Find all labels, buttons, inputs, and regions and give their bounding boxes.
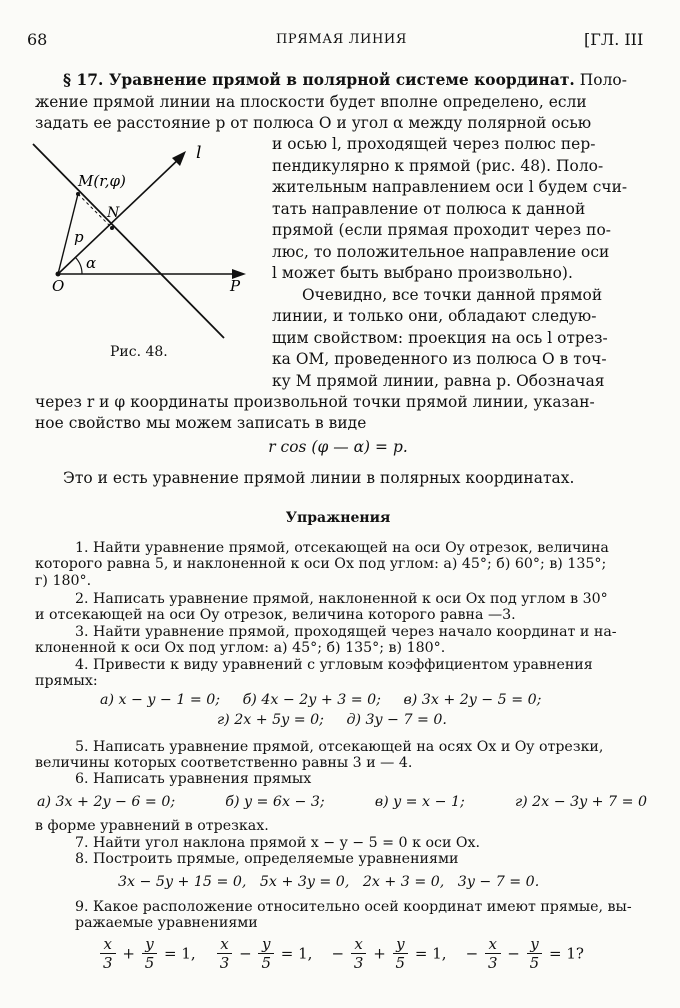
label-alpha: α <box>86 254 97 272</box>
pole-point <box>56 272 61 277</box>
exercises-title: Упражнения <box>285 510 391 526</box>
figure-48 <box>28 138 268 348</box>
polar-equation: r cos (φ — α) = p. <box>268 438 408 456</box>
chapter-marker: [ГЛ. III <box>584 30 644 49</box>
wrapped-text <box>272 134 641 392</box>
section-line1-rest: Поло- <box>579 71 627 89</box>
wrap-line: тать направление от полюса к данной <box>272 199 586 218</box>
section-line-1 <box>63 70 641 92</box>
exercise-5 <box>35 739 645 772</box>
exercise-6-eq: в) y = x − 1; <box>374 794 465 810</box>
label-P: P <box>230 277 241 295</box>
exercise-line: 1. Найти уравнение прямой, отсекающей на оси Oy отрезок, величина <box>75 540 609 556</box>
section-line-2: жение прямой линии на плоскости будет вполне определено, если <box>35 93 587 111</box>
operator: − <box>465 944 479 963</box>
exercise-9 <box>35 899 645 932</box>
operator: − <box>239 944 252 963</box>
wrap-line: ку M прямой линии, равна p. Обозначая <box>272 371 605 390</box>
full-line-2: ное свойство мы можем записать в виде <box>35 414 367 432</box>
fraction: $\frac{y}{5}$ <box>393 935 409 972</box>
fraction: $\frac{y}{5}$ <box>142 935 158 972</box>
exercise-line: г) 180°. <box>35 572 92 589</box>
wrap-line: жительным направлением оси l будем счи- <box>272 178 628 196</box>
conclusion: Это и есть уравнение прямой линии в полярных координатах. <box>63 469 575 487</box>
operator: = 1? <box>548 944 584 963</box>
wrap-line: щим свойством: проекция на ось l отрез- <box>272 328 608 347</box>
label-N: N <box>107 205 120 221</box>
exercise-6-tail: в форме уравнений в отрезках. <box>35 818 269 834</box>
angle-arc <box>75 257 82 274</box>
exercise-6-eq: а) 3x + 2y − 6 = 0; <box>37 794 176 810</box>
point-M <box>76 192 80 196</box>
figure-caption: Рис. 48. <box>110 344 168 360</box>
fraction: $\frac{x}{3}$ <box>100 935 116 972</box>
operator: + <box>122 944 135 963</box>
exercise-line: 3. Найти уравнение прямой, проходящей через начало координат и на- <box>75 624 617 640</box>
section-line-3: задать ее расстояние p от полюса O и угол α между полярной осью <box>35 114 592 132</box>
exercise-line: и отсекающей на оси Oy отрезок, величина которого равна —3. <box>35 607 516 624</box>
label-O: O <box>52 277 65 295</box>
fraction: $\frac{x}{3}$ <box>217 935 233 972</box>
wrap-line: прямой (если прямая проходит через по- <box>272 221 612 239</box>
operator: = 1, <box>164 944 196 963</box>
wrap-line: люс, то положительное направление оси <box>272 242 610 261</box>
full-line-1: через r и φ координаты произвольной точки прямой линии, указан- <box>35 393 595 411</box>
exercise-7: 7. Найти угол наклона прямой x − y − 5 = 0 к оси Ox. <box>75 835 481 851</box>
exercise-line: которого равна 5, и наклоненной к оси Ox под углом: а) 45°; б) 60°; в) 135°; <box>35 556 607 573</box>
exercise-6-equations <box>37 794 647 810</box>
fraction: $\frac{x}{3}$ <box>485 935 501 972</box>
point-N <box>110 226 114 230</box>
operator: − <box>331 944 345 963</box>
exercise-8: 8. Построить прямые, определяемые уравнениями <box>75 851 459 867</box>
exercise-line: 9. Какое расположение относительно осей координат имеют прямые, вы- <box>75 899 632 915</box>
exercise-1 <box>35 540 645 589</box>
section-heading: § 17. Уравнение прямой в полярной системе координат. <box>63 71 575 89</box>
wrap-line: ка OM, проведенного из полюса O в точ- <box>272 350 607 368</box>
operator: − <box>507 944 520 963</box>
exercise-4 <box>35 657 645 690</box>
label-l: l <box>196 143 202 163</box>
page-number: 68 <box>27 30 48 49</box>
exercise-line: прямых: <box>35 673 98 690</box>
fraction: $\frac{x}{3}$ <box>351 935 367 972</box>
wrap-line: Очевидно, все точки данной прямой <box>302 285 603 304</box>
exercise-4-equations-1: а) x − y − 1 = 0; б) 4x − 2y + 3 = 0; в) 3x + 2y − 5 = 0; <box>100 692 542 708</box>
exercise-2 <box>35 591 645 624</box>
exercise-line: 5. Написать уравнение прямой, отсекающей на осях Ox и Oy отрезки, <box>75 739 604 755</box>
exercise-line: величины которых соответственно равны 3 и — 4. <box>35 755 413 772</box>
exercise-6: 6. Написать уравнения прямых <box>75 771 312 787</box>
exercise-line: клоненной к оси Ox под углом: а) 45°; б) 135°; в) 180°. <box>35 640 446 657</box>
exercise-4-equations-2: г) 2x + 5y = 0; д) 3y − 7 = 0. <box>217 712 447 728</box>
exercise-line: 4. Привести к виду уравнений с угловым коэффициентом уравнения <box>75 657 593 673</box>
straight-line <box>33 144 224 338</box>
exercise-9-equations <box>98 935 584 972</box>
fraction: $\frac{y}{5}$ <box>258 935 274 972</box>
wrap-line: и осью l, проходящей через полюс пер- <box>272 135 596 153</box>
operator: = 1, <box>414 944 447 963</box>
exercise-6-eq: г) 2x − 3y + 7 = 0 <box>514 794 647 810</box>
operator: + <box>373 944 386 963</box>
label-M: M(r,φ) <box>78 172 126 190</box>
running-title: ПРЯМАЯ ЛИНИЯ <box>276 32 407 47</box>
wrap-line: линии, и только они, обладают следую- <box>272 307 597 325</box>
exercise-line: 2. Написать уравнение прямой, наклоненной к оси Ox под углом в 30° <box>75 591 608 607</box>
operator: = 1, <box>280 944 313 963</box>
wrap-line: пендикулярно к прямой (рис. 48). Поло- <box>272 156 604 175</box>
fraction: $\frac{y}{5}$ <box>527 935 543 972</box>
wrap-line: l может быть выбрано произвольно). <box>272 264 573 282</box>
exercise-3 <box>35 624 645 657</box>
exercise-line: ражаемые уравнениями <box>75 915 258 932</box>
exercise-8-equations: 3x − 5y + 15 = 0, 5x + 3y = 0, 2x + 3 = 0, 3y − 7 = 0. <box>118 874 540 890</box>
label-p-segment: p <box>74 228 84 246</box>
exercise-6-eq: б) y = 6x − 3; <box>225 794 325 810</box>
